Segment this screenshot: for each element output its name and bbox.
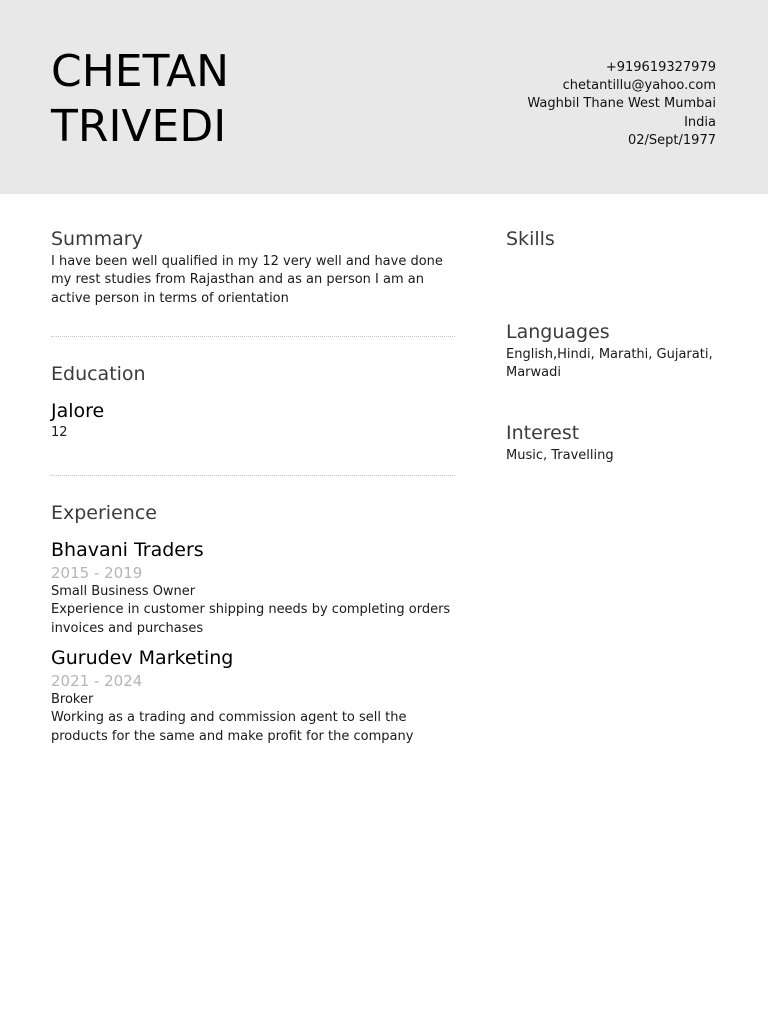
first-name: CHETAN [51,46,230,97]
last-name: TRIVEDI [51,101,227,152]
experience-company: Bhavani Traders [51,539,204,562]
street-address: Waghbil Thane West Mumbai [527,96,716,112]
interest-section [506,419,721,465]
experience-description: Working as a trading and commission agent to sell the products for the same and make profit for the company [51,710,414,744]
experience-dates: 2015 - 2019 [51,564,143,583]
education-detail: 12 [51,424,68,440]
languages-text: English,Hindi, Marathi, Gujarati, Marwadi [506,347,713,381]
education-section [51,360,455,442]
experience-section [51,499,455,746]
languages-heading: Languages [506,321,610,343]
email-address: chetantillu@yahoo.com [562,78,716,94]
experience-company: Gurudev Marketing [51,647,234,670]
education-entry [51,398,455,442]
skills-section [506,225,721,253]
contact-block [527,59,716,150]
experience-role: Small Business Owner [51,584,196,600]
experience-entry [51,645,455,746]
side-column [506,225,721,465]
interest-heading: Interest [506,421,580,444]
country: India [684,114,716,130]
summary-text: I have been well qualified in my 12 very well and have done my rest studies from Rajasthan and as an person I am an active person in terms of orientation [51,254,443,306]
experience-dates: 2021 - 2024 [51,672,143,691]
languages-section [506,318,721,383]
education-heading: Education [51,362,146,385]
resume-header [0,0,768,194]
main-column [51,225,455,746]
experience-description: Experience in customer shipping needs by completing orders invoices and purchases [51,602,451,636]
phone-number: +919619327979 [605,60,716,75]
section-divider [51,336,455,337]
summary-heading: Summary [51,228,143,250]
experience-role: Broker [51,692,94,708]
skills-heading: Skills [506,228,555,250]
date-of-birth: 02/Sept/1977 [628,132,716,148]
education-institution: Jalore [51,399,105,422]
experience-entry [51,537,455,638]
summary-section [51,225,455,308]
interest-text: Music, Travelling [506,447,614,463]
section-divider [51,475,455,476]
experience-heading: Experience [51,502,157,525]
